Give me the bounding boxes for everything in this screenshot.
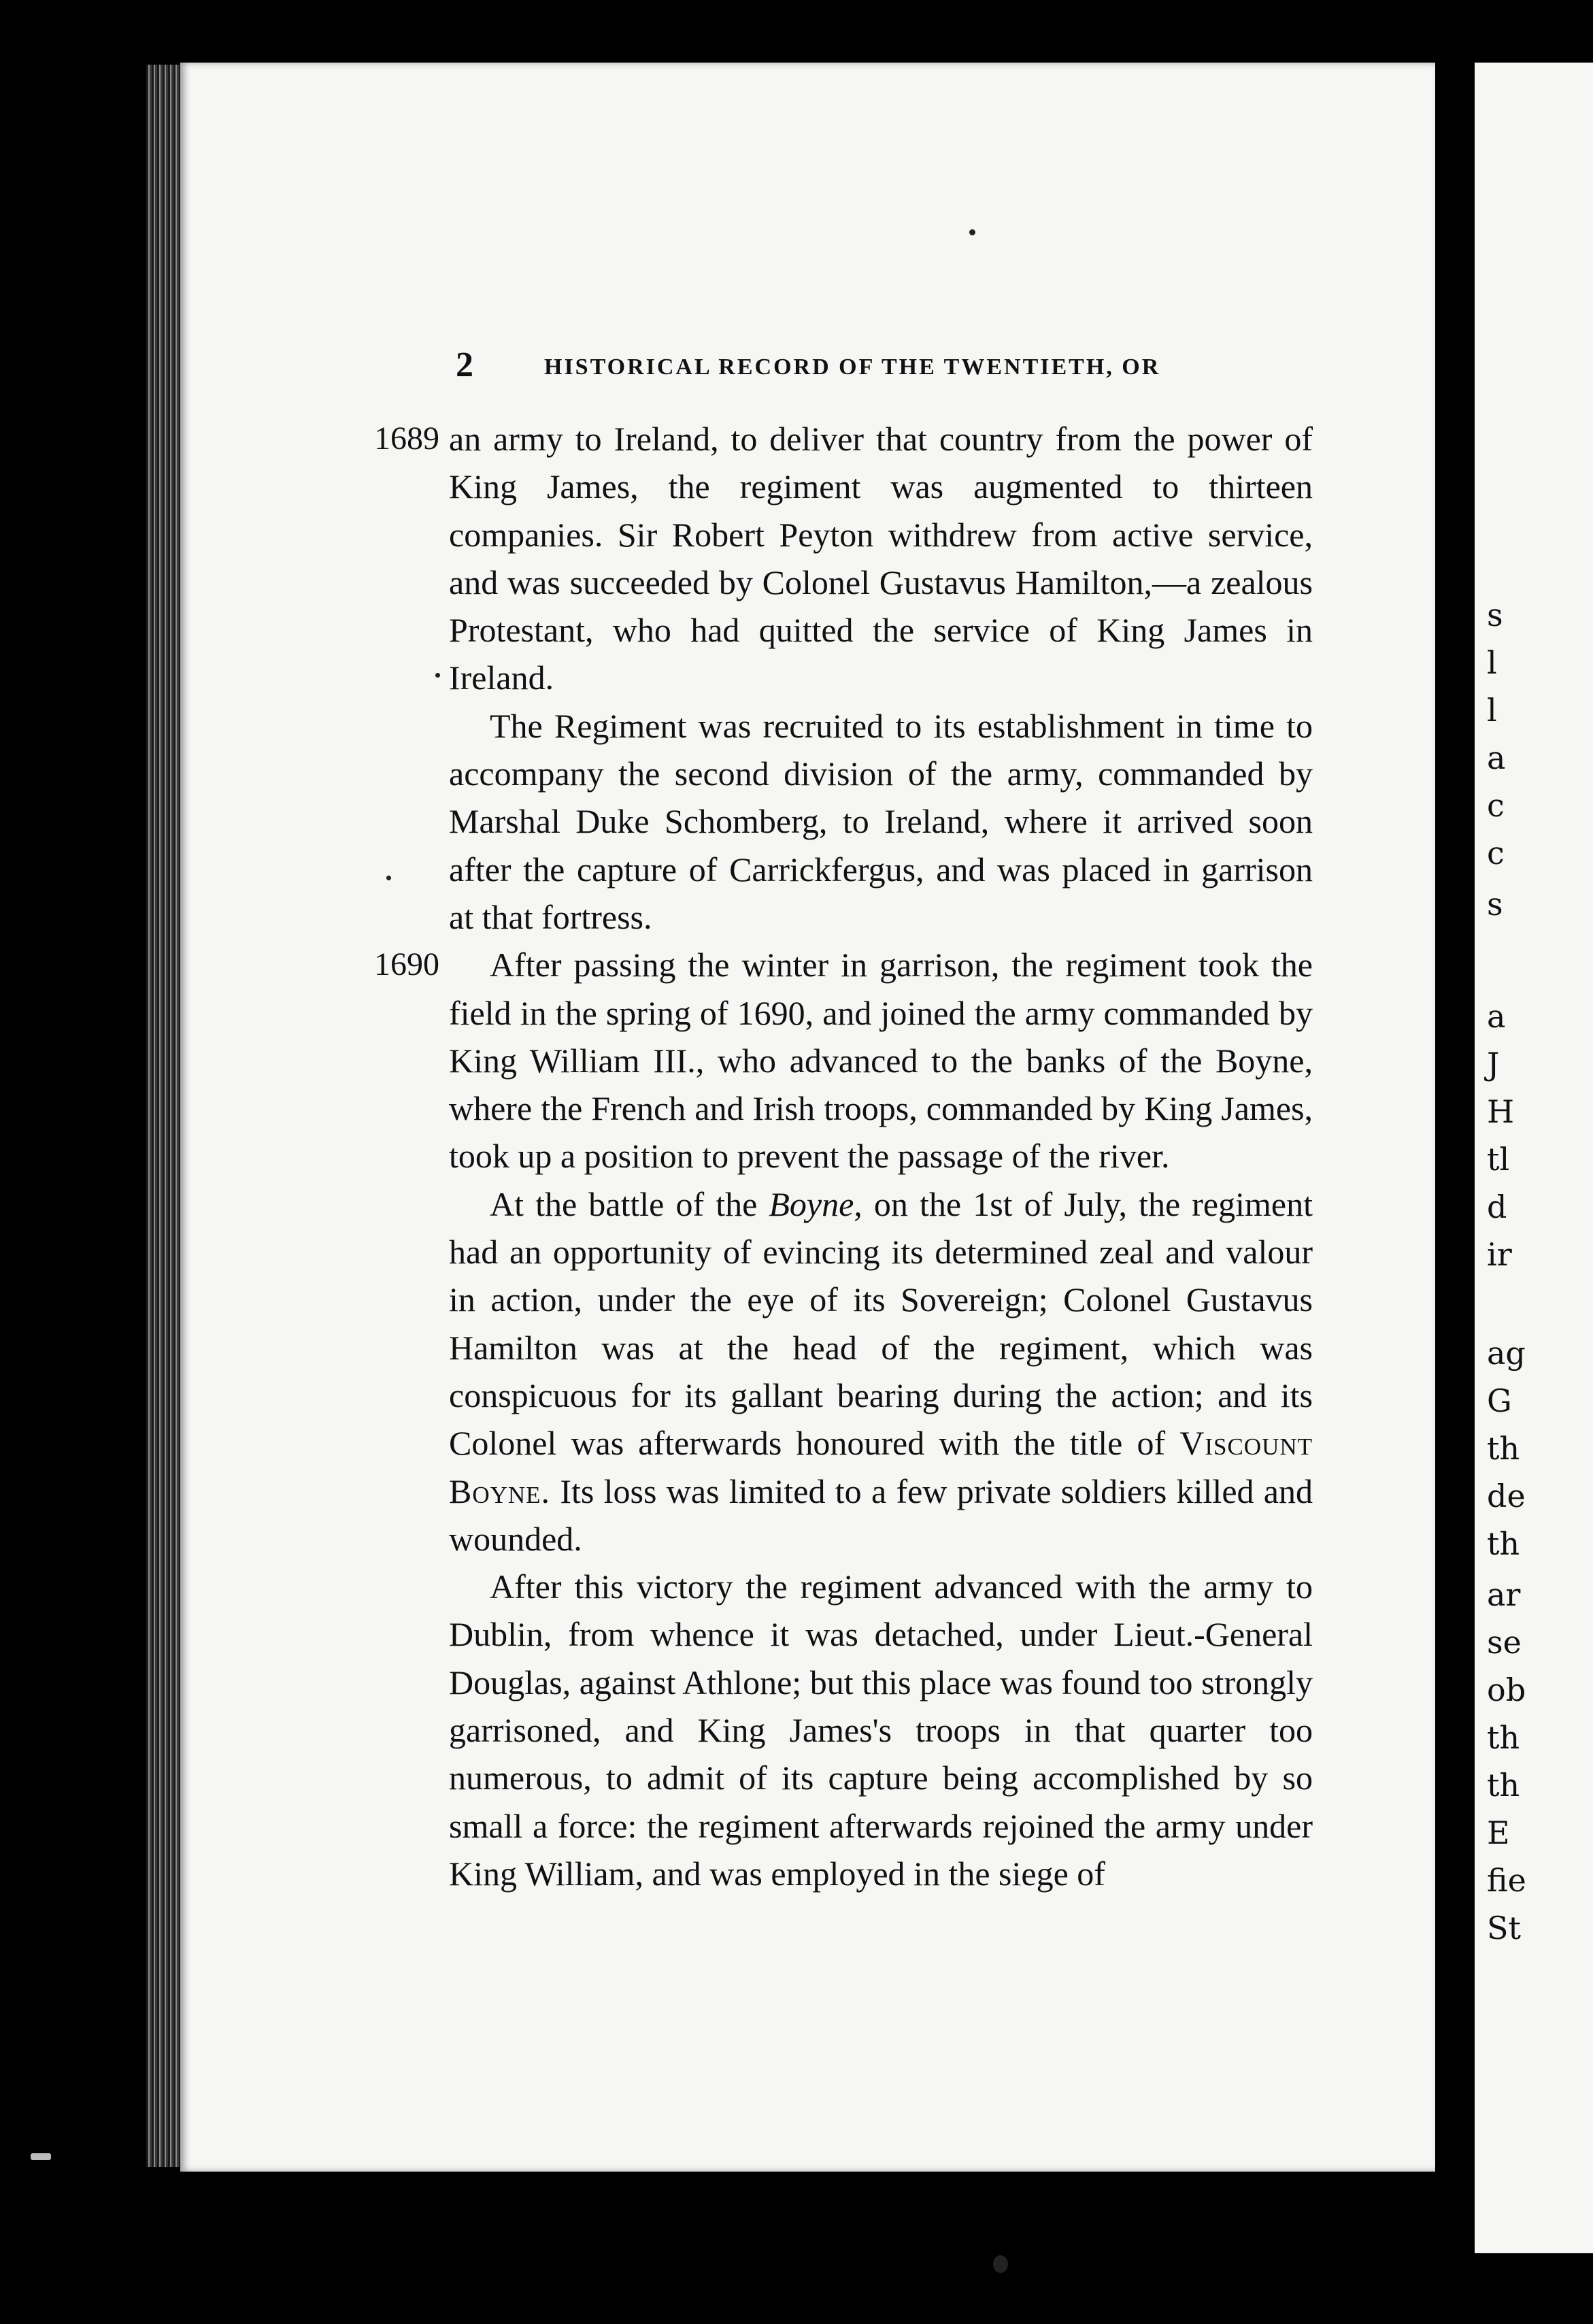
adjacent-fragment: c bbox=[1487, 787, 1505, 824]
adjacent-fragment: ir bbox=[1487, 1236, 1512, 1273]
adjacent-fragment: ob bbox=[1487, 1672, 1526, 1708]
paragraph-5 bbox=[449, 1563, 1313, 1897]
scan-speck bbox=[386, 876, 391, 880]
adjacent-fragment: G bbox=[1487, 1382, 1512, 1419]
adjacent-fragment: d bbox=[1487, 1189, 1507, 1225]
adjacent-fragment: c bbox=[1487, 835, 1505, 872]
paragraph-1-text: an army to Ireland, to deliver that country from the power of King James, the regiment was augmented to thirteen companies. Sir Robert Peyton withdrew from active service, and was succeeded by Colonel Gustavus Hamilton,—a zealous Protestant, who had quitted the service of King James in Ireland. bbox=[449, 420, 1313, 697]
scan-blot bbox=[993, 2255, 1008, 2273]
adjacent-fragment: fie bbox=[1487, 1862, 1526, 1899]
adjacent-fragment: th bbox=[1487, 1719, 1520, 1756]
adjacent-fragment: a bbox=[1487, 740, 1506, 776]
running-head-title: HISTORICAL RECORD OF THE TWENTIETH, OR bbox=[544, 354, 1161, 380]
adjacent-fragment: th bbox=[1487, 1525, 1520, 1562]
paragraph-4 bbox=[449, 1180, 1313, 1563]
scan-speck bbox=[969, 229, 975, 235]
adjacent-fragment: th bbox=[1487, 1430, 1520, 1467]
adjacent-fragment: l bbox=[1487, 692, 1497, 729]
scan-speck bbox=[435, 673, 440, 678]
paragraph-3 bbox=[374, 941, 1313, 1180]
adjacent-fragment: l bbox=[1487, 644, 1497, 681]
adjacent-fragment: s bbox=[1487, 886, 1503, 923]
adjacent-fragment: St bbox=[1487, 1910, 1521, 1946]
adjacent-page-edge bbox=[1475, 63, 1593, 2253]
adjacent-fragment: J bbox=[1487, 1046, 1500, 1082]
paragraph-4-lead: At the battle of the bbox=[490, 1184, 769, 1223]
paragraph-4-tail: Its loss was limited to a few private soldiers killed and wounded. bbox=[449, 1472, 1313, 1558]
paragraph-4-mid: on the 1st of July, the regiment had an opportunity of evincing its determined zeal and valour in action, under the eye of its Sovereign; Colonel Gustavus Hamilton was at the head of the regiment, which was conspicuous for its gallant bearing during the action; and its Colonel was afterwards honoured with the title of bbox=[449, 1184, 1313, 1463]
scan-mark bbox=[31, 2153, 51, 2160]
adjacent-fragment: s bbox=[1487, 597, 1503, 633]
adjacent-fragment: ag bbox=[1487, 1335, 1526, 1372]
adjacent-fragment: ar bbox=[1487, 1576, 1521, 1613]
adjacent-fragment: th bbox=[1487, 1767, 1520, 1804]
paragraph-1 bbox=[374, 415, 1313, 702]
viscount-boyne-title: Viscount Boyne. bbox=[449, 1424, 1313, 1510]
paragraph-2-text: The Regiment was recruited to its establishment in time to accompany the second division of the army, commanded by Marshal Duke Schomberg, to Ireland, where it arrived soon after the capture of Carrickfergus, and was placed in garrison at that fortress. bbox=[449, 706, 1313, 936]
adjacent-fragment: E bbox=[1487, 1814, 1510, 1851]
adjacent-fragment: a bbox=[1487, 998, 1506, 1035]
adjacent-fragment: se bbox=[1487, 1624, 1522, 1661]
margin-year-1690: 1690 bbox=[374, 946, 439, 983]
adjacent-fragment: de bbox=[1487, 1478, 1526, 1514]
paragraph-2 bbox=[449, 702, 1313, 941]
body-text bbox=[374, 415, 1313, 1897]
book-page bbox=[180, 63, 1435, 2172]
page-number: 2 bbox=[456, 346, 473, 384]
adjacent-fragment: tl bbox=[1487, 1141, 1510, 1178]
boyne-italic: Boyne, bbox=[769, 1184, 862, 1223]
adjacent-fragment: H bbox=[1487, 1093, 1515, 1130]
paragraph-5-text: After this victory the regiment advanced with the army to Dublin, from whence it was detached, under Lieut.-General Douglas, against Athlone; but this place was found too strongly garrisoned, and King James's troops in that quarter too numerous, to admit of its capture being accomplished by so small a force: the regiment afterwards rejoined the army under King William, and was employed in the siege of bbox=[449, 1567, 1313, 1893]
running-head bbox=[449, 345, 1313, 386]
paragraph-3-text: After passing the winter in garrison, the regiment took the field in the spring of 1690, and joined the army commanded by King William III., who advanced to the banks of the Boyne, where the French and Irish troops, commanded by King James, took up a position to prevent the passage of the river. bbox=[449, 946, 1313, 1176]
margin-year-1689: 1689 bbox=[374, 420, 439, 456]
